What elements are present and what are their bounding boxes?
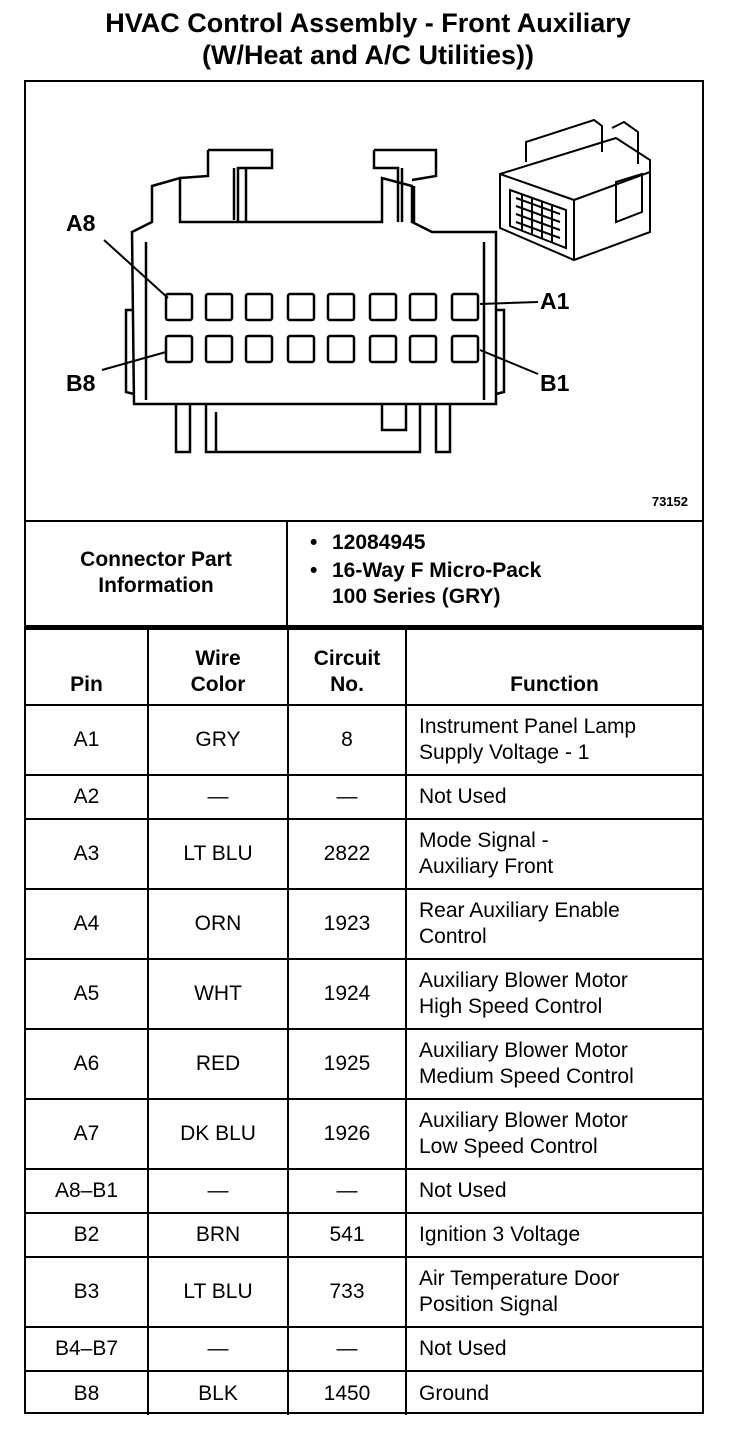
connector-info-label-line1: Connector Part: [80, 547, 232, 571]
connector-description-line2: 100 Series (GRY): [332, 585, 501, 608]
page-subtitle: (W/Heat and A/C Utilities)): [201, 40, 534, 70]
circuit-cell: 1924: [288, 959, 406, 1029]
wire-color-cell: WHT: [148, 959, 288, 1029]
header-wire-color: [148, 629, 288, 705]
cavity-b7: [206, 336, 232, 362]
function-cell: [406, 1029, 702, 1099]
function-cell: [406, 959, 702, 1029]
table-row: [26, 1257, 702, 1327]
right-latch: [374, 150, 436, 222]
header-pin-text: Pin: [70, 673, 103, 696]
pin-cell: B2: [26, 1213, 148, 1257]
pin-cell: A4: [26, 889, 148, 959]
function-line2: Position Signal: [419, 1293, 558, 1316]
pin-cell: A3: [26, 819, 148, 889]
pin-cell: A2: [26, 775, 148, 819]
label-a8: A8: [66, 210, 96, 236]
cavity-b2: [410, 336, 436, 362]
function-cell: [406, 1371, 702, 1415]
header-wire-color-line1: Wire: [195, 647, 241, 670]
circuit-cell: 2822: [288, 819, 406, 889]
function-line2: High Speed Control: [419, 995, 603, 1018]
wire-color-cell: BLK: [148, 1371, 288, 1415]
wire-color-cell: LT BLU: [148, 819, 288, 889]
circuit-cell: 733: [288, 1257, 406, 1327]
connector-part-info: [26, 520, 702, 628]
pinout-sheet: [24, 80, 704, 1414]
function-line2: Low Speed Control: [419, 1135, 598, 1158]
pin-cell: A8–B1: [26, 1169, 148, 1213]
cavity-a5: [288, 294, 314, 320]
cavity-a1: [452, 294, 478, 320]
table-row: [26, 1099, 702, 1169]
circuit-cell: 1925: [288, 1029, 406, 1099]
table-row: [26, 1029, 702, 1099]
function-line1: Auxiliary Blower Motor: [419, 969, 628, 992]
pin-cell: B4–B7: [26, 1327, 148, 1371]
part-number: • 12084945: [306, 530, 541, 556]
header-circuit-line1: Circuit: [313, 647, 381, 670]
function-cell: [406, 1327, 702, 1371]
function-cell: [406, 1099, 702, 1169]
label-b8: B8: [66, 370, 96, 396]
cavity-a3: [370, 294, 396, 320]
cavity-b6: [246, 336, 272, 362]
function-line2: Supply Voltage - 1: [419, 741, 590, 764]
cavity-b1: [452, 336, 478, 362]
table-row: [26, 889, 702, 959]
function-cell: [406, 1169, 702, 1213]
pin-cell: B8: [26, 1371, 148, 1415]
function-line1: Not Used: [419, 1179, 507, 1202]
circuit-cell: 1926: [288, 1099, 406, 1169]
label-a1: A1: [540, 288, 570, 314]
table-row: [26, 775, 702, 819]
circuit-cell: 8: [288, 705, 406, 775]
cavity-b8: [166, 336, 192, 362]
table-row: [26, 1169, 702, 1213]
table-row: [26, 705, 702, 775]
header-pin: [26, 629, 148, 705]
pin-cell: A1: [26, 705, 148, 775]
pin-cell: A7: [26, 1099, 148, 1169]
function-cell: [406, 819, 702, 889]
connector-description: [306, 558, 541, 610]
table-row: [26, 1327, 702, 1371]
connector-isometric-icon: [500, 120, 650, 260]
cavity-b4: [328, 336, 354, 362]
function-line1: Ignition 3 Voltage: [419, 1223, 581, 1246]
function-line2: Auxiliary Front: [419, 855, 554, 878]
header-wire-color-line2: Color: [190, 673, 246, 696]
circuit-cell: —: [288, 1169, 406, 1213]
function-cell: [406, 889, 702, 959]
cavity-a2: [410, 294, 436, 320]
wire-color-cell: RED: [148, 1029, 288, 1099]
function-line1: Instrument Panel Lamp: [419, 715, 637, 738]
function-line1: Not Used: [419, 785, 507, 808]
wire-color-cell: —: [148, 1327, 288, 1371]
circuit-cell: 1450: [288, 1371, 406, 1415]
cavity-a8: [166, 294, 192, 320]
function-line2: Control: [419, 925, 487, 948]
page-title: HVAC Control Assembly - Front Auxiliary: [105, 8, 631, 38]
wire-color-cell: DK BLU: [148, 1099, 288, 1169]
function-line1: Air Temperature Door: [419, 1267, 620, 1290]
function-line1: Auxiliary Blower Motor: [419, 1109, 628, 1132]
connector-info-label-line2: Information: [98, 573, 214, 597]
header-circuit: [288, 629, 406, 705]
function-cell: [406, 1213, 702, 1257]
table-row: [26, 819, 702, 889]
wire-color-cell: GRY: [148, 705, 288, 775]
header-circuit-line2: No.: [330, 673, 364, 696]
function-line2: Medium Speed Control: [419, 1065, 634, 1088]
connector-drawing: [26, 82, 702, 520]
wire-color-cell: —: [148, 775, 288, 819]
function-cell: [406, 1257, 702, 1327]
connector-info-label: [26, 520, 288, 625]
header-function-text: Function: [510, 673, 599, 696]
connector-description-line1: • 16-Way F Micro-Pack: [332, 559, 542, 582]
pin-cell: A5: [26, 959, 148, 1029]
pin-cell: A6: [26, 1029, 148, 1099]
cavity-b5: [288, 336, 314, 362]
function-line1: Auxiliary Blower Motor: [419, 1039, 628, 1062]
leader-lines: [102, 240, 538, 374]
circuit-cell: —: [288, 775, 406, 819]
table-row: [26, 1371, 702, 1415]
pinout-table: [26, 628, 702, 1415]
cavity-a6: [246, 294, 272, 320]
wire-color-cell: LT BLU: [148, 1257, 288, 1327]
cavity-row-a: [166, 294, 478, 320]
function-cell: [406, 705, 702, 775]
figure-id: 73152: [651, 494, 688, 509]
circuit-cell: —: [288, 1327, 406, 1371]
wire-color-cell: ORN: [148, 889, 288, 959]
left-latch: [180, 150, 272, 222]
circuit-cell: 541: [288, 1213, 406, 1257]
cavity-b3: [370, 336, 396, 362]
wire-color-cell: —: [148, 1169, 288, 1213]
table-row: [26, 1213, 702, 1257]
table-row: [26, 959, 702, 1029]
cavity-row-b: [166, 336, 478, 362]
label-b1: B1: [540, 370, 570, 396]
header-function: [406, 629, 702, 705]
connector-info-list: [306, 530, 541, 612]
connector-diagram: [26, 82, 702, 522]
table-header-row: [26, 629, 702, 705]
wire-color-cell: BRN: [148, 1213, 288, 1257]
circuit-cell: 1923: [288, 889, 406, 959]
connector-body-outline: [132, 178, 496, 404]
function-line1: Not Used: [419, 1337, 507, 1360]
function-line1: Mode Signal -: [419, 829, 549, 852]
function-line1: Rear Auxiliary Enable: [419, 899, 620, 922]
function-line1: Ground: [419, 1381, 490, 1405]
function-cell: [406, 775, 702, 819]
pin-cell: B3: [26, 1257, 148, 1327]
cavity-a7: [206, 294, 232, 320]
cavity-a4: [328, 294, 354, 320]
